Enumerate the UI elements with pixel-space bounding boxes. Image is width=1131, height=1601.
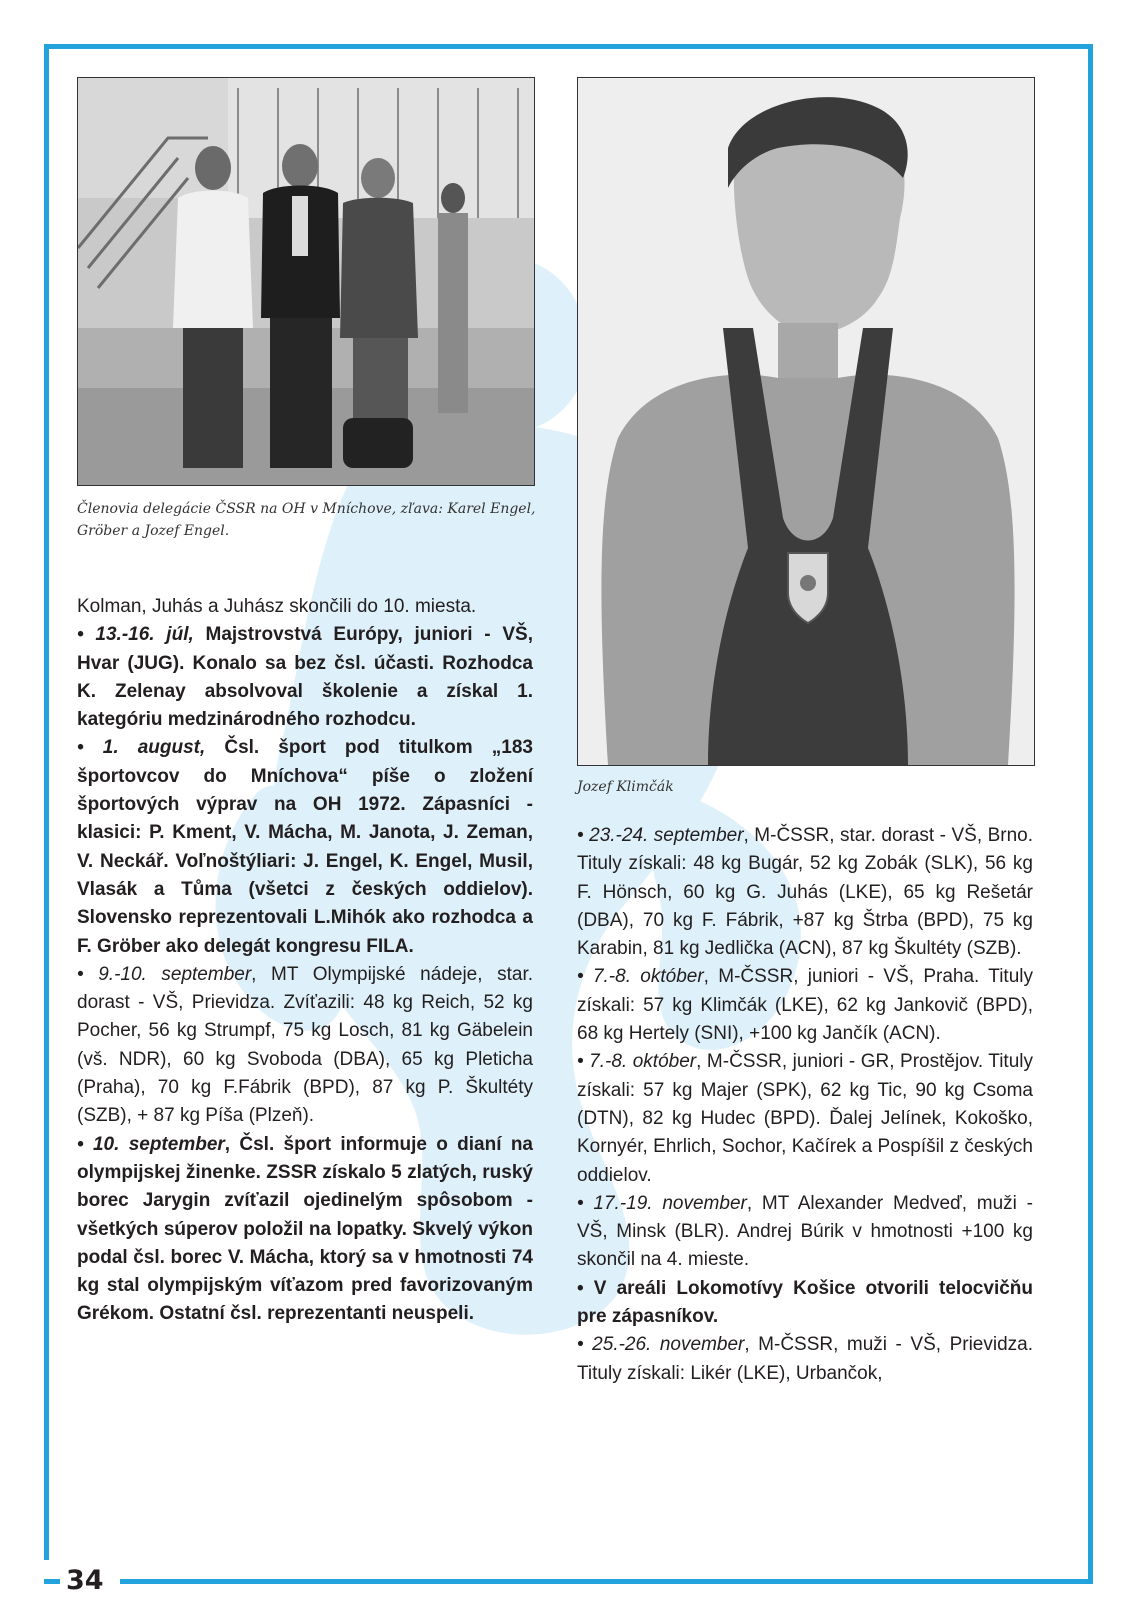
- paragraph-november-medved: • 17.-19. november, MT Alexander Medveď, muži - VŠ, Minsk (BLR). Andrej Búrik v hmotnosti +100 kg skončil na 4. mieste.: [577, 1192, 1033, 1271]
- photo-caption-delegation: Členovia delegácie ČSSR na OH v Mníchove, zľava: Karel Engel, Gröber a Jozef Engel.: [77, 501, 536, 539]
- olympic-delegation-photo: [77, 77, 535, 486]
- photo-caption-klimcak: Jozef Klimčák: [577, 779, 674, 795]
- wrestler-portrait-illustration: [578, 78, 1034, 765]
- paragraph-10-september: • 10. september, Čsl. šport informuje o dianí na olympijskej žinenke. ZSSR získalo 5 zlatých, ruský borec Jarygin zvíťazil ojedinelým spôsobom - všetkých súperov položil na lopatky. Skvelý výkon podal čsl. borec V. Mácha, ktorý sa v hmotnosti 74 kg stal olympijským víťazom pred favorizovaným Grékom. Ostatní čsl. reprezentanti neuspeli.: [77, 1133, 533, 1325]
- right-text-column: [577, 822, 1033, 1388]
- page-number: 34: [66, 1565, 104, 1596]
- olympic-delegation-illustration: [78, 78, 534, 485]
- page-frame-right: [1088, 44, 1093, 1584]
- page-frame-left: [44, 44, 49, 1560]
- paragraph-kolman: Kolman, Juhás a Juhász skončili do 10. miesta.: [77, 596, 477, 617]
- paragraph-25-26-november: • 25.-26. november, M-ČSSR, muži - VŠ, Prievidza. Tituly získali: Likér (LKE), Urbančok,: [577, 1334, 1033, 1384]
- paragraph-oktober-vs: • 7.-8. október, M-ČSSR, juniori - VŠ, Praha. Tituly získali: 57 kg Klimčák (LKE), 62 kg Jankovič (BPD), 68 kg Hertely (SNI), +100 kg Jančík (ACN).: [577, 966, 1033, 1045]
- paragraph-oktober-gr: • 7.-8. október, M-ČSSR, juniori - GR, Prostějov. Tituly získali: 57 kg Majer (SPK), 62 kg Tic, 90 kg Csoma (DTN), 82 kg Hudec (BPD). Ďalej Jelínek, Kokoško, Kornyér, Ehrlich, Sochor, Kačírek a Pospíšil z českých oddielov.: [577, 1051, 1033, 1186]
- paragraph-lokomotiva: • V areáli Lokomotívy Košice otvorili telocvičňu pre zápasníkov.: [577, 1277, 1033, 1328]
- page-frame-top: [44, 44, 1093, 49]
- paragraph-23-24-september: • 23.-24. september, M-ČSSR, star. dorast - VŠ, Brno. Tituly získali: 48 kg Bugár, 52 kg Zobák (SLK), 56 kg F. Hönsch, 60 kg G. Juhás (LKE), 65 kg Rešetár (DBA), 70 kg F. Fábrik, +87 kg Štrba (BPD), 75 kg Karabin, 81 kg Jedlička (ACN), 87 kg Škultéty (SZB).: [577, 825, 1034, 960]
- paragraph-9-10-september: • 9.-10. september, MT Olympijské nádeje, star. dorast - VŠ, Prievidza. Zvíťazili: 48 kg Reich, 52 kg Pocher, 56 kg Strumpf, 75 kg Losch, 81 kg Gäbelein (vš. NDR), 60 kg Svoboda (DBA), 65 kg Pleticha (Praha), 70 kg F.Fábrik (BPD), 87 kg P. Škultéty (SZB), + 87 kg Píša (Plzeň).: [77, 963, 534, 1127]
- page-frame-bottom-left: [44, 1579, 60, 1584]
- paragraph-jul: • 13.-16. júl, Majstrovstvá Európy, juniori - VŠ, Hvar (JUG). Konalo sa bez čsl. účasti. Rozhodca K. Zelenay absolvoval školenie a získal 1. kategóriu medzinárodného rozhodcu.: [77, 624, 533, 731]
- wrestler-portrait-photo: [577, 77, 1035, 766]
- paragraph-august: • 1. august, Čsl. šport pod titulkom „183 športovcov do Mníchova“ píše o zložení športových výprav na OH 1972. Zápasníci - klasici: P. Kment, V. Mácha, M. Janota, J. Zeman, V. Neckář. Voľnoštýliari: J. Engel, K. Engel, Musil, Vlasák a Tůma (všetci z českých oddielov). Slovensko reprezentovali L.Mihók ako rozhodca a F. Gröber ako delegát kongresu FILA.: [77, 737, 533, 957]
- page-frame-bottom: [120, 1579, 1093, 1584]
- left-text-column: [77, 593, 533, 1329]
